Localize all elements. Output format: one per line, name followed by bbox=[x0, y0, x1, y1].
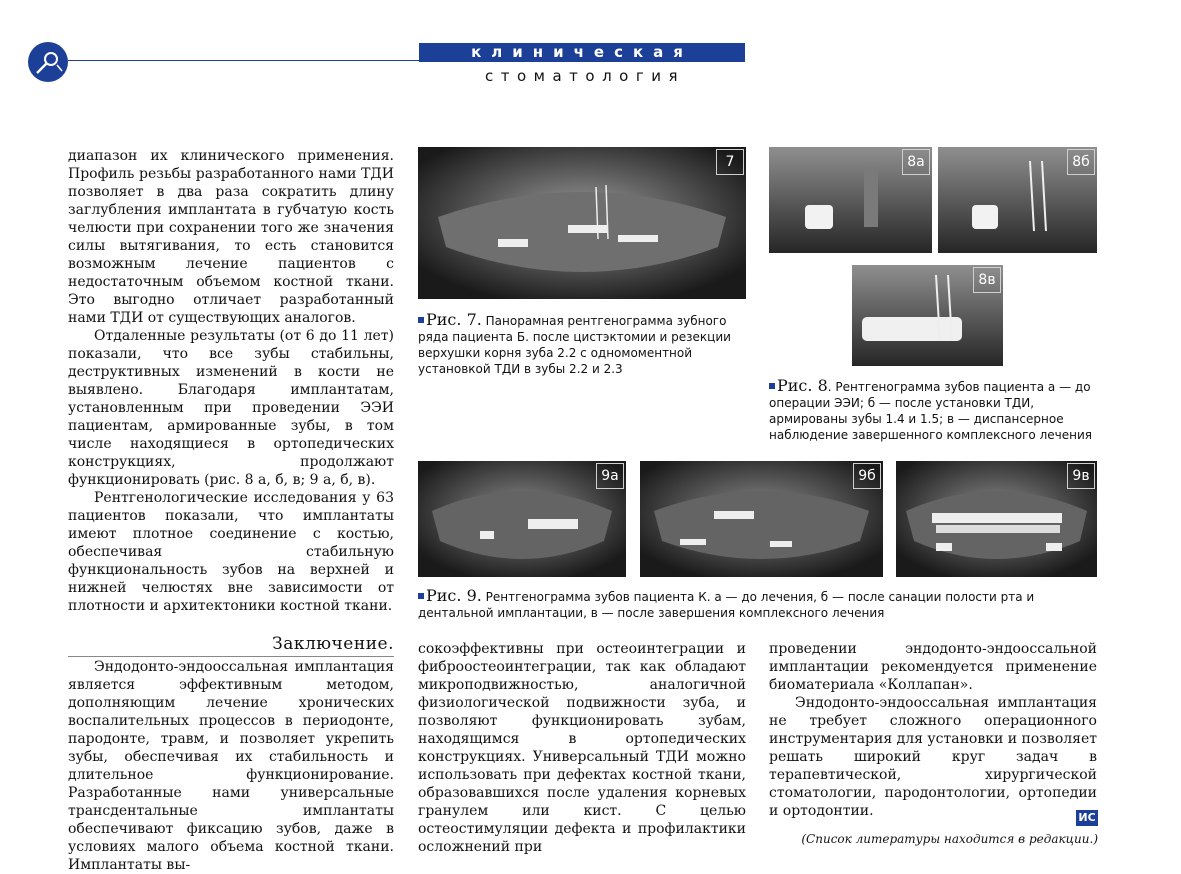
fig9-caption bbox=[418, 588, 1058, 621]
fig9c-xray bbox=[896, 461, 1097, 577]
fig8b-xray bbox=[938, 147, 1097, 253]
heading-rule bbox=[68, 656, 394, 657]
header-rule bbox=[68, 60, 420, 61]
conclusion-text bbox=[68, 658, 394, 873]
fig8c-xray bbox=[852, 265, 1003, 366]
conclusion-heading: Заключение. bbox=[272, 634, 394, 654]
fig7-panoramic-xray bbox=[418, 147, 746, 299]
header-subtitle: стоматология bbox=[484, 67, 685, 85]
figure-tag: 9в bbox=[1067, 463, 1095, 489]
bullet-square-icon bbox=[418, 317, 424, 323]
bullet-square-icon bbox=[769, 383, 775, 389]
caption-text: Рентгенограмма зубов пациента К. а — до лечения, б — после санации полости рта и дентальной имплантации, в — после завершения комплексного лечения bbox=[418, 590, 1035, 620]
fig7-caption bbox=[418, 312, 738, 377]
section-end-badge: ИС bbox=[1076, 810, 1098, 826]
right-column-text bbox=[769, 640, 1097, 820]
figure-label: Рис. 7. bbox=[426, 310, 482, 329]
left-column-text bbox=[68, 147, 394, 615]
paragraph: Эндодонто-эндооссальная имплантация не требует сложного операционного инструментария для установки и позволяет решать широкий круг задач в терапевтической, хирургической стоматологии, пародонтологии, ортопедии и ортодонтии. bbox=[769, 695, 1098, 819]
paragraph: Отдаленные результаты (от 6 до 11 лет) показали, что все зубы стабильны, деструктивных изменений в кости не выявлено. Благодаря имплантатам, установленным при проведении ЭЭИ пациентам, армированные зубы, в том числе находящиеся в ортопедических конструкциях, продолжают функционировать (рис. 8 а, б, в; 9 а, б, в). bbox=[68, 328, 394, 488]
paragraph: диапазон их клинического применения. Профиль резьбы разработанного нами ТДИ позволяет в два раза сократить длину заглубления имплантата в губчатую кость челюсти при сохранении того же значения силы вытягивания, то есть становится возможным лечение пациентов с недостаточным объемом костной ткани. Это выгодно отличает разработанный нами ТДИ от существующих аналогов. bbox=[68, 148, 394, 326]
fig8-caption bbox=[769, 378, 1099, 443]
header-band: клиническая bbox=[419, 43, 745, 62]
figure-tag: 8б bbox=[1067, 149, 1095, 175]
figure-tag: 9а bbox=[596, 463, 624, 489]
fig9a-xray bbox=[418, 461, 626, 577]
figure-label: Рис. 9. bbox=[426, 586, 482, 605]
literature-note: (Список литературы находится в редакции.) bbox=[801, 832, 1098, 846]
caption-text: . Рентгенограмма зубов пациента а — до операции ЭЭИ; б — после установки ТДИ, армированы зубы 1.4 и 1.5; в — диспансерное наблюдение завершенного комплексного лечения bbox=[769, 380, 1092, 442]
figure-tag: 7 bbox=[716, 149, 744, 175]
journal-logo bbox=[28, 42, 68, 82]
figure-label: Рис. 8 bbox=[777, 376, 828, 395]
figure-tag: 8в bbox=[973, 267, 1001, 293]
paragraph: проведении эндодонто-эндооссальной имплантации рекомендуется применение биоматериала «Коллапан». bbox=[769, 641, 1097, 693]
paragraph: Эндодонто-эндооссальная имплантация является эффективным методом, дополняющим лечение хронических воспалительных процессов в периодонте, пародонте, травм, и позволяет укрепить зубы, обеспечивая их стабильность и длительное функционирование. Разработанные нами универсальные трансдентальные имплантаты обеспечивают фиксацию зубов, даже в условиях малого объема костной ткани. Имплантаты вы- bbox=[68, 659, 394, 873]
paragraph: Рентгенологические исследования у 63 пациентов показали, что имплантаты имеют плотное соединение с костью, обеспечивая стабильную функциональность зубов на верхней и нижней челюстях вне зависимости от плотности и архитектоники костной ткани. bbox=[68, 490, 394, 614]
fig8a-xray bbox=[769, 147, 932, 253]
middle-column-text bbox=[418, 640, 746, 856]
figure-tag: 9б bbox=[853, 463, 881, 489]
paragraph: сокоэффективны при остеоинтеграции и фиброостеоинтеграции, так как обладают микроподвижностью, аналогичной физиологической подвижности зуба, и позволяют функционировать зубам, находящимся в ортопедических конструкциях. Универсальный ТДИ можно использовать при дефектах костной ткани, образовавшихся после удаления корневых гранулем или кист. С целью остеостимуляции дефекта и профилактики осложнений при bbox=[418, 641, 746, 855]
dental-mirror-icon bbox=[28, 42, 68, 82]
fig9b-xray bbox=[640, 461, 883, 577]
figure-tag: 8а bbox=[902, 149, 930, 175]
bullet-square-icon bbox=[418, 593, 424, 599]
caption-text: Панорамная рентгенограмма зубного ряда пациента Б. после цистэктомии и резекции верхушки корня зуба 2.2 с одномоментной установкой ТДИ в зубы 2.2 и 2.3 bbox=[418, 314, 731, 376]
